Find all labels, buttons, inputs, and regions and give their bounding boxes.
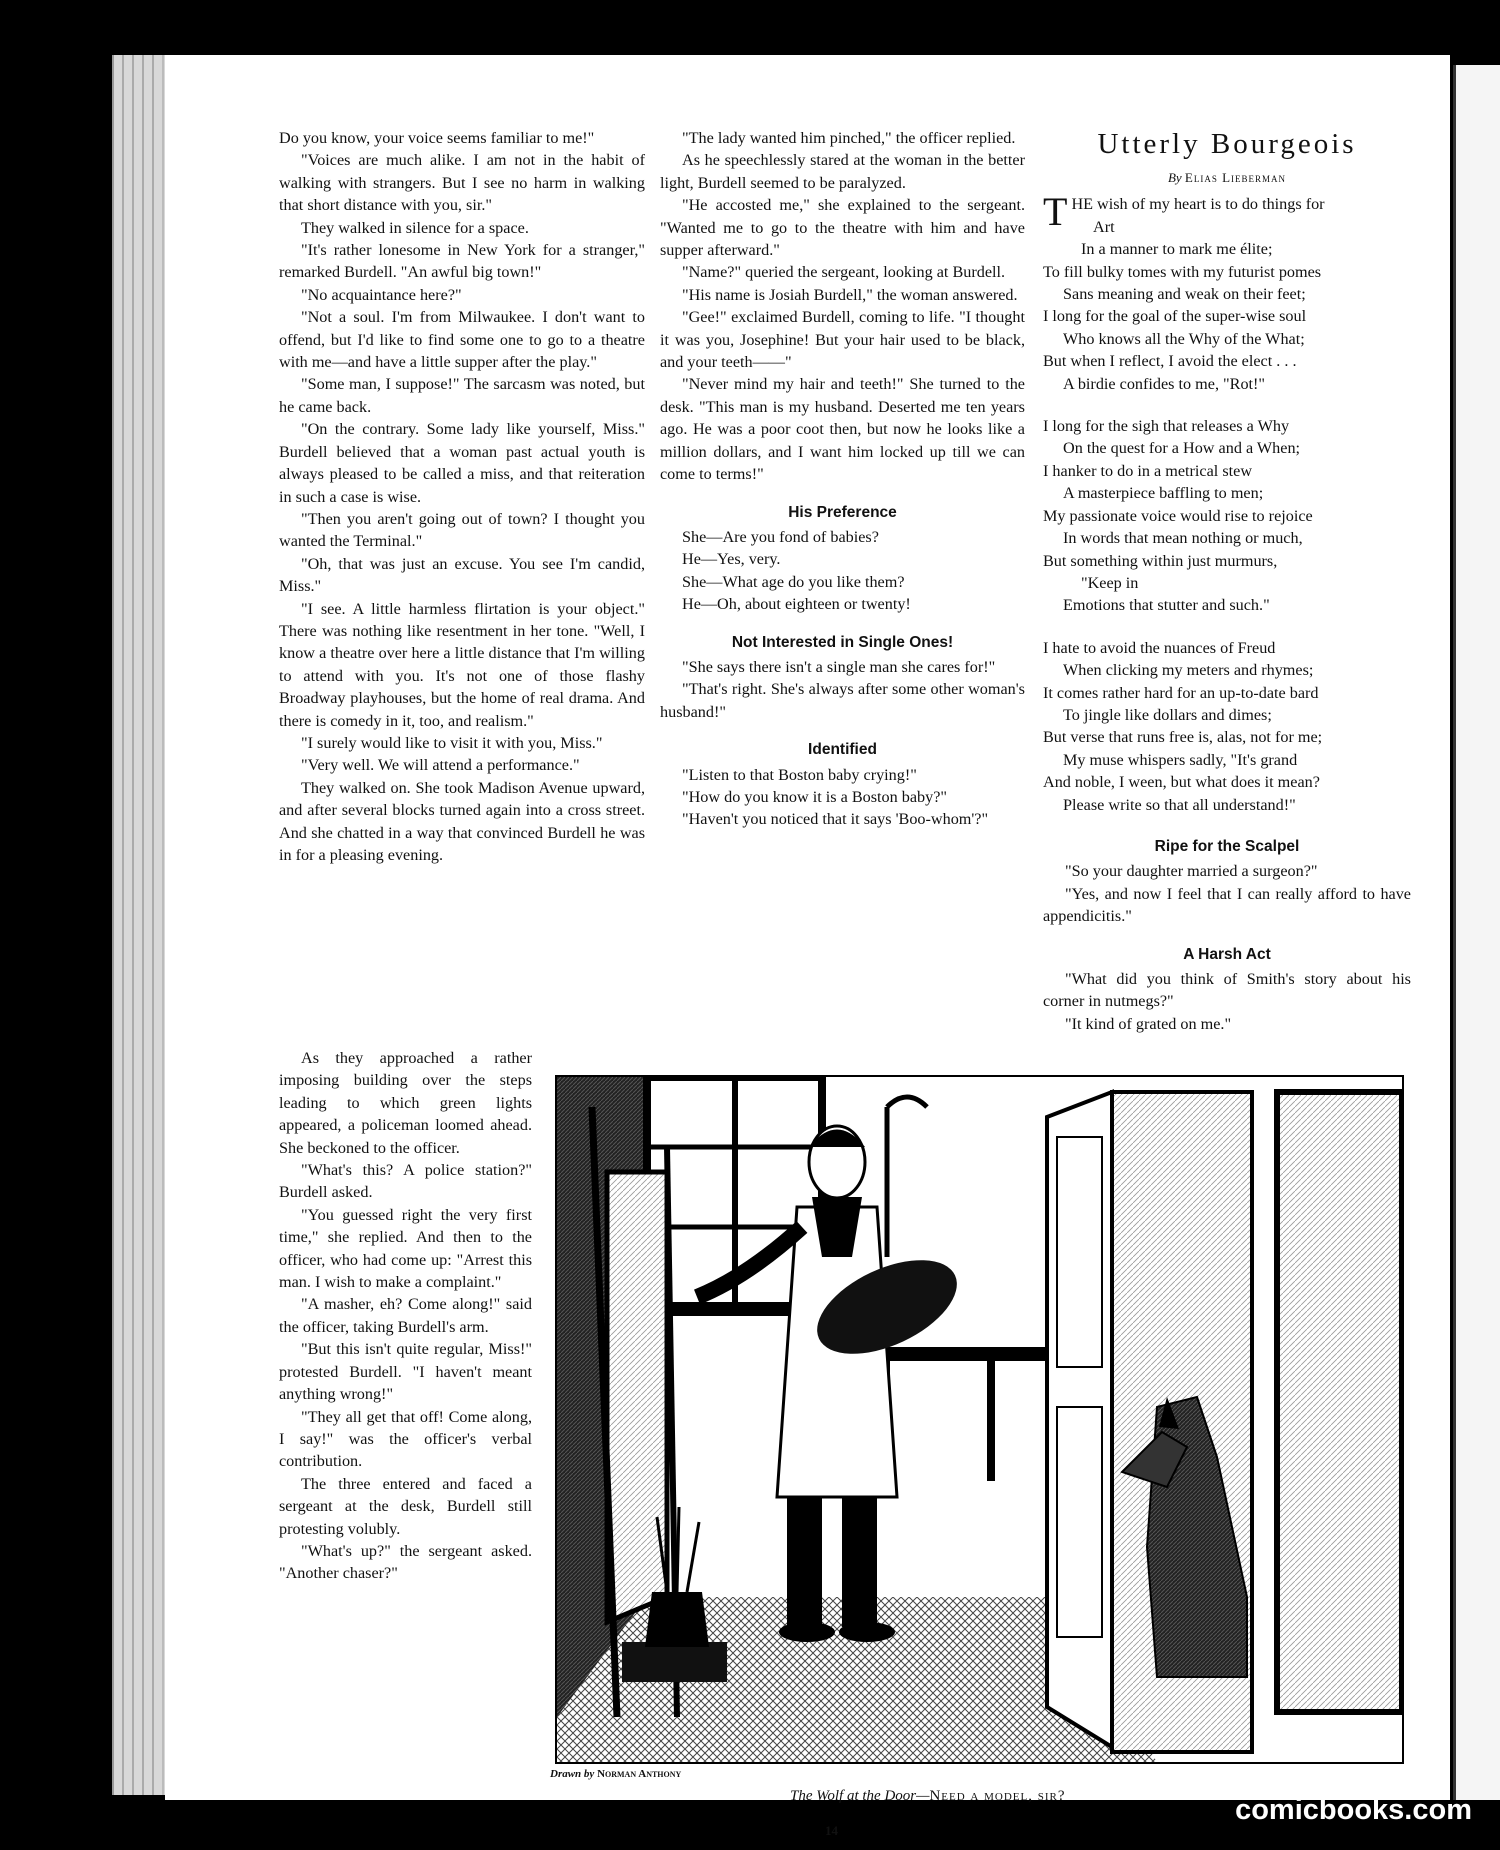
easel-canvas [607, 1172, 667, 1622]
joke-line: "She says there isn't a single man she cares for!" [682, 657, 996, 676]
poem-line: Art [1093, 217, 1115, 236]
poem-line: But when I reflect, I avoid the elect . . . [1043, 352, 1297, 371]
story-paragraph: "Oh, that was just an excuse. You see I'm candid, Miss." [279, 554, 645, 596]
joke-line: "Haven't you noticed that it says 'Boo-whom'?" [682, 810, 989, 829]
poem-line: But something within just murmurs, [1043, 551, 1278, 570]
story-column-1 [279, 127, 645, 866]
poem-column [1043, 127, 1411, 1035]
vase [645, 1592, 709, 1647]
poem-line: Emotions that stutter and such." [1063, 596, 1270, 615]
stand [622, 1642, 727, 1682]
poem-line: A birdie confides to me, "Rot!" [1063, 374, 1266, 393]
poem-line: On the quest for a How and a When; [1063, 439, 1301, 458]
poem-line: HE wish of my heart is to do things for [1071, 195, 1325, 214]
poem-stanza-2 [1043, 415, 1411, 617]
joke-heading: A Harsh Act [1183, 945, 1271, 963]
story-paragraph: "The lady wanted him pinched," the officer replied. [682, 129, 1016, 147]
poem-line: I long for the sigh that releases a Why [1043, 417, 1290, 436]
story-paragraph: The three entered and faced a sergeant at the desk, Burdell still protesting volubly. [279, 1474, 532, 1538]
story-paragraph: "You guessed right the very first time," she replied. And then to the officer, who had come up: "Arrest this man. I wish to make a complaint." [279, 1205, 532, 1292]
story-paragraph: "A masher, eh? Come along!" said the officer, taking Burdell's arm. [279, 1295, 532, 1336]
illustration-drawing [557, 1077, 1402, 1762]
joke-line: "That's right. She's always after some other woman's husband!" [660, 680, 1025, 721]
story-paragraph: As he speechlessly stared at the woman in the better light, Burdell seemed to be paralyzed. [660, 151, 1025, 192]
story-paragraph: "Name?" queried the sergeant, looking at Burdell. [682, 263, 1006, 282]
facing-page-edge [1453, 65, 1500, 1800]
poem-line: In a manner to mark me élite; [1081, 240, 1273, 259]
story-paragraph: "I surely would like to visit it with you, Miss." [301, 733, 603, 752]
story-paragraph: "Very well. We will attend a performance." [301, 756, 580, 775]
byline-prefix: By [1167, 170, 1182, 185]
poem-line: In words that mean nothing or much, [1063, 529, 1303, 548]
illustration-credit [550, 1768, 681, 1780]
story-column-2 [660, 127, 1025, 831]
story-paragraph: "What's this? A police station?" Burdell asked. [279, 1161, 532, 1202]
story-paragraph: "I see. A little harmless flirtation is your object." There was nothing like resentment in her tone. "Well, I know a theatre over here a little distance that I'm willing to attend with you. It's not one of those flashy Broadway playhouses, but the home of real drama. And there is comedy in it, too, and realism." [279, 599, 645, 730]
story-paragraph: They walked in silence for a space. [301, 218, 529, 237]
poem-title: Utterly Bourgeois [1097, 128, 1357, 160]
poem-line: Please write so that all understand!" [1063, 795, 1296, 814]
poem-line: When clicking my meters and rhymes; [1063, 661, 1314, 680]
poem-line: But verse that runs free is, alas, not for me; [1043, 728, 1323, 747]
story-paragraph: "His name is Josiah Burdell," the woman answered. [682, 285, 1018, 304]
story-paragraph: They walked on. She took Madison Avenue upward, and after several blocks turned again into a cross street. And she chatted in a way that convinced Burdell he was in for a pleasing evening. [279, 778, 645, 864]
story-paragraph: "Then you aren't going out of town? I thought you wanted the Terminal." [279, 509, 645, 551]
story-paragraph: "Never mind my hair and teeth!" She turned to the desk. "This man is my husband. Deserted me ten years ago. He was a poor coot then, but now he looks like a million dollars, and I want him locked up till we can come to terms!" [660, 375, 1025, 484]
story-paragraph: "It's rather lonesome in New York for a stranger," remarked Burdell. "An awful big town!" [279, 241, 645, 282]
story-paragraph: "No acquaintance here?" [301, 285, 462, 304]
joke-line: She—What age do you like them? [682, 572, 905, 591]
story-paragraph: As they approached a rather imposing building over the steps leading to which green lights appeared, a policeman loomed ahead. She beckoned to the officer. [279, 1049, 532, 1157]
credit-name: Norman Anthony [597, 1768, 682, 1780]
joke-line: "So your daughter married a surgeon?" [1065, 862, 1318, 881]
joke-heading: Identified [808, 741, 877, 759]
poem-line: Who knows all the Why of the What; [1063, 329, 1305, 348]
poem-author: Elias Lieberman [1184, 170, 1287, 185]
joke-line: "Listen to that Boston baby crying!" [682, 765, 917, 784]
joke-line: "It kind of grated on me." [1065, 1014, 1232, 1033]
poem-line: And noble, I ween, but what does it mean? [1043, 773, 1320, 792]
joke-line: "What did you think of Smith's story about his corner in nutmegs?" [1043, 970, 1411, 1011]
story-paragraph: "On the contrary. Some lady like yourself, Miss." Burdell believed that a woman past actual youth is always pleased to be called a miss, and that reiteration in such a case is wise. [279, 420, 645, 506]
watermark: comicbooks.com [1235, 1794, 1472, 1826]
poem-stanza-1 [1043, 189, 1411, 395]
story-column-1-continued [279, 1047, 532, 1585]
joke-his-preference [660, 526, 1025, 616]
poem-line: To jingle like dollars and dimes; [1063, 705, 1272, 724]
credit-prefix: Drawn by [550, 1768, 595, 1780]
joke-line: "Yes, and now I feel that I can really afford to have appendicitis." [1043, 884, 1411, 926]
poem-line: To fill bulky tomes with my futurist pomes [1043, 262, 1322, 281]
caption-text: Need a model, sir? [929, 1788, 1066, 1804]
story-paragraph: "He accosted me," she explained to the sergeant. "Wanted me to go to the theatre with him and have supper afterward." [660, 196, 1025, 260]
drop-cap: T [1043, 189, 1068, 235]
illustration-caption [790, 1788, 1066, 1805]
joke-line: She—Are you fond of babies? [682, 527, 879, 546]
story-paragraph: "What's up?" the sergeant asked. "Another chaser?" [279, 1541, 532, 1583]
story-paragraph: "Gee!" exclaimed Burdell, coming to life. "I thought it was you, Josephine! But your hair used to be black, and your teeth——" [660, 308, 1025, 372]
joke-heading: His Preference [788, 503, 897, 521]
poem-line: I hanker to do in a metrical stew [1043, 461, 1253, 480]
story-paragraph: "Not a soul. I'm from Milwaukee. I don't want to offend, but I'd like to find some one to go to a theatre with me—and have a little supper after the play." [279, 308, 645, 372]
poem-line: It comes rather hard for an up-to-date bard [1043, 683, 1319, 702]
poem-line: A masterpiece baffling to men; [1063, 484, 1264, 503]
story-paragraph: "Some man, I suppose!" The sarcasm was noted, but he came back. [279, 375, 645, 416]
poem-line: My muse whispers sadly, "It's grand [1063, 750, 1298, 769]
joke-heading: Ripe for the Scalpel [1154, 837, 1300, 855]
poem-line: "Keep in [1081, 573, 1139, 592]
poem-line: I long for the goal of the super-wise soul [1043, 307, 1307, 326]
poem-stanza-3 [1043, 637, 1411, 816]
joke-line: He—Oh, about eighteen or twenty! [682, 595, 911, 614]
caption-title: The Wolf at the Door [790, 1788, 917, 1804]
joke-line: "How do you know it is a Boston baby?" [682, 787, 948, 806]
illustration-wolf-at-the-door [555, 1075, 1404, 1764]
page-number: 14 [825, 1823, 838, 1838]
story-paragraph: "Voices are much alike. I am not in the habit of walking with strangers. But I see no harm in walking that short distance with you, sir." [279, 151, 645, 215]
joke-heading: Not Interested in Single Ones! [731, 633, 954, 651]
story-paragraph: Do you know, your voice seems familiar to me!" [279, 129, 595, 147]
caption-dash: — [916, 1788, 930, 1804]
joke-line: He—Yes, very. [682, 550, 781, 569]
story-paragraph: "They all get that off! Come along, I say!" was the officer's verbal contribution. [279, 1407, 532, 1471]
story-paragraph: "But this isn't quite regular, Miss!" protested Burdell. "I haven't meant anything wrong!" [279, 1340, 532, 1404]
poem-byline [1043, 167, 1411, 189]
poem-line: Sans meaning and weak on their feet; [1063, 285, 1306, 304]
poem-line: I hate to avoid the nuances of Freud [1043, 638, 1276, 657]
poem-line: My passionate voice would rise to rejoice [1043, 506, 1313, 525]
